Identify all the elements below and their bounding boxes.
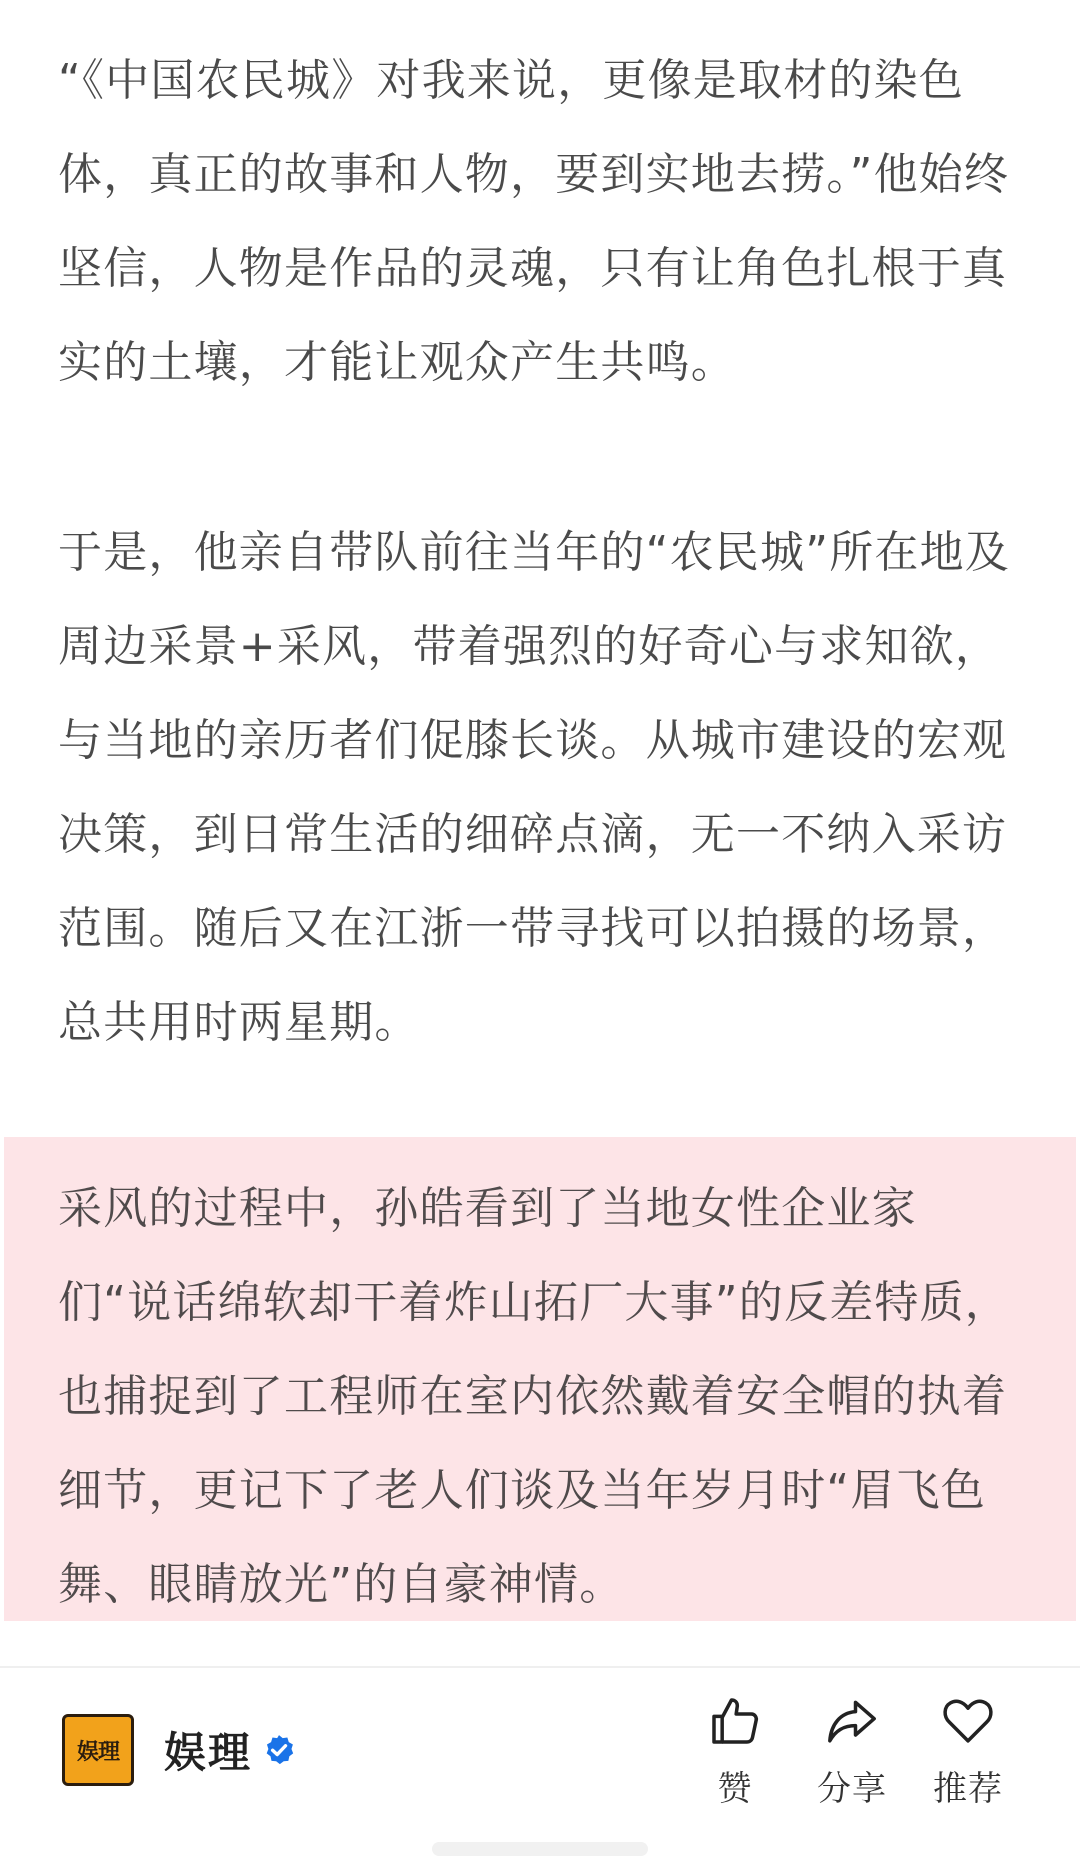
recommend-button[interactable] <box>913 1693 1023 1823</box>
article-paragraph-2: 于是，他亲自带队前往当年的“农民城”所在地及周边采景+采风，带着强烈的好奇心与求知欲，与当地的亲历者们促膝长谈。从城市建设的宏观决策，到日常生活的细碎点滴，无一不纳入采访范围。随后又在江浙一带寻找可以拍摄的场景，总共用时两星期。 <box>58 527 1010 1048</box>
article-paragraph-1: “《中国农民城》对我来说，更像是取材的染色体，真正的故事和人物，要到实地去捞。”他始终坚信，人物是作品的灵魂，只有让角色扎根于真实的土壤，才能让观众产生共鸣。 <box>58 55 1010 388</box>
author-block[interactable] <box>62 1710 296 1790</box>
like-button[interactable] <box>680 1693 790 1823</box>
heart-icon <box>940 1693 996 1749</box>
article-paragraph-3-highlighted: 采风的过程中，孙皓看到了当地女性企业家们“说话绵软却干着炸山拓厂大事”的反差特质，也捕捉到了工程师在室内依然戴着安全帽的执着细节，更记下了老人们谈及当年岁月时“眉飞色舞、眼睛放光”的自豪神情。 <box>58 1183 1010 1610</box>
home-indicator <box>432 1842 648 1856</box>
footer-divider <box>0 1666 1080 1668</box>
verified-badge-icon <box>262 1733 296 1767</box>
action-bar <box>680 1693 1040 1823</box>
author-name[interactable]: 娱理 <box>164 1728 253 1777</box>
share-arrow-icon <box>824 1693 880 1749</box>
share-button[interactable] <box>797 1693 907 1823</box>
thumbs-up-icon <box>707 1693 763 1749</box>
recommend-label: 推荐 <box>933 1769 1003 1809</box>
author-avatar[interactable]: 娱理 <box>62 1714 134 1786</box>
like-label: 赞 <box>717 1769 753 1809</box>
share-label: 分享 <box>817 1769 887 1809</box>
